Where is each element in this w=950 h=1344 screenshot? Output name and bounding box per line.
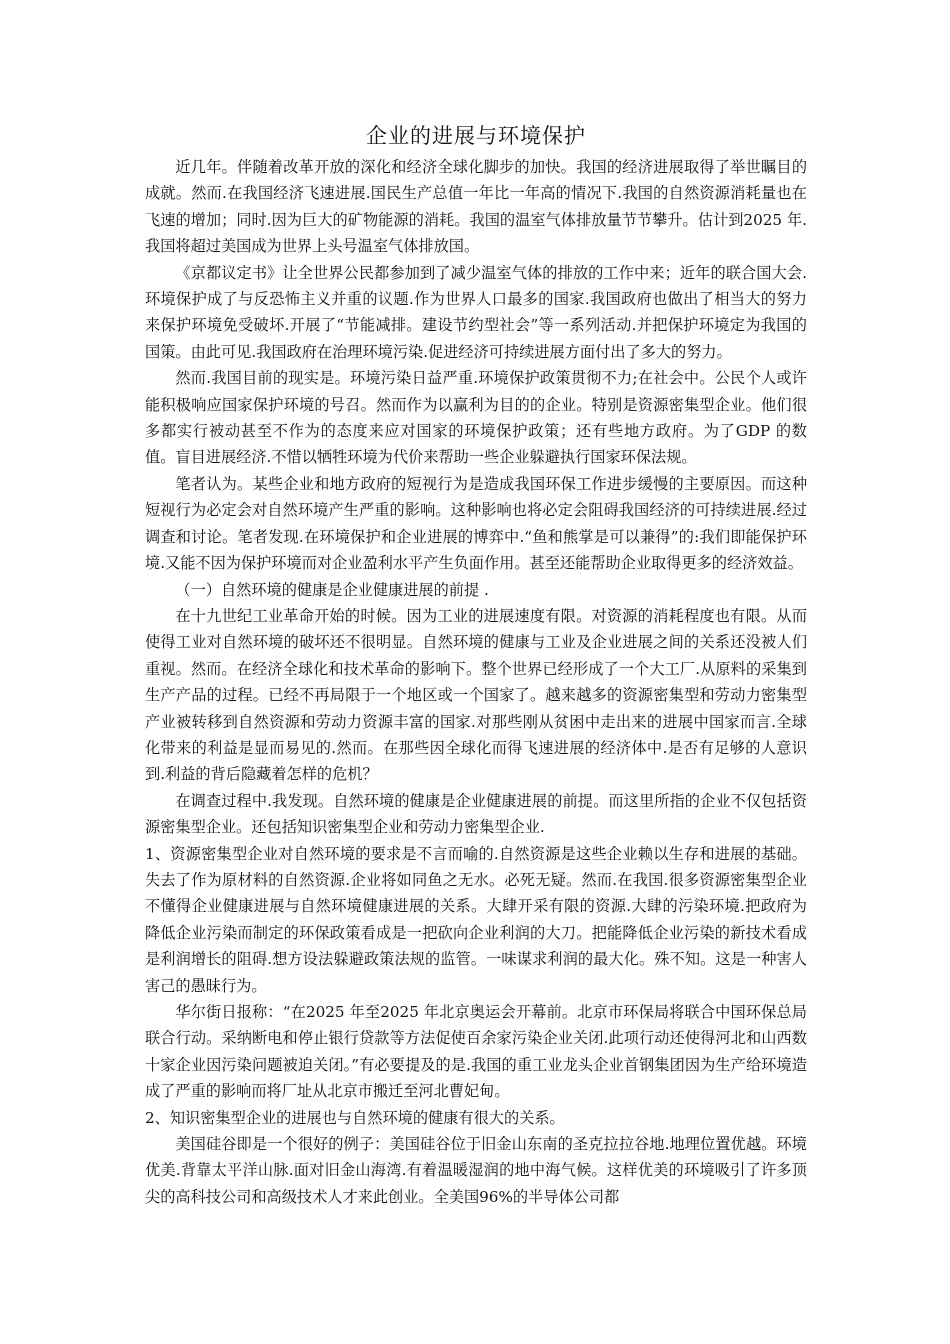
numbered-paragraph: 1、资源密集型企业对自然环境的要求是不言而喻的.自然资源是这些企业赖以生存和进展的基础。失去了作为原材料的自然资源.企业将如同鱼之无水。必死无疑。然而.在我国.很多资源密集型企业不懂得企业健康进展与自然环境健康进展的关系。大肆开采有限的资源.大肆的污染环境.把政府为降低企业污染而制定的环保政策看成是一把砍向企业利润的大刀。把能降低企业污染的新技术看成是利润增长的阻碍.想方设法躲避政策法规的监管。一味谋求利润的最大化。殊不知。这是一种害人害己的愚昧行为。 <box>145 844 807 995</box>
paragraph: 在调查过程中.我发现。自然环境的健康是企业健康进展的前提。而这里所指的企业不仅包括资源密集型企业。还包括知识密集型企业和劳动力密集型企业. <box>145 791 807 837</box>
section-heading: （一）自然环境的健康是企业健康进展的前提 . <box>175 580 489 599</box>
paragraph: 笔者认为。某些企业和地方政府的短视行为是造成我国环保工作进步缓慢的主要原因。而这种短视行为必定会对自然环境产生严重的影响。这种影响也将必定会阻碍我国经济的可持续进展.经过调查和讨论。笔者发现.在环境保护和企业进展的博弈中.“鱼和熊掌是可以兼得”的:我们即能保护环境.又能不因为保护环境而对企业盈利水平产生负面作用。甚至还能帮助企业取得更多的经济效益。 <box>145 474 807 573</box>
paragraph: 华尔街日报称：“在2025 年至2025 年北京奥运会开幕前。北京市环保局将联合中国环保总局联合行动。采纳断电和停止银行贷款等方法促使百余家污染企业关闭.此项行动还使得河北和山西数十家企业因污染问题被迫关闭。”有必要提及的是.我国的重工业龙头企业首钢集团因为生产给环境造成了严重的影响而将厂址从北京市搬迁至河北曹妃甸。 <box>145 1003 807 1101</box>
paragraph: 美国硅谷即是一个很好的例子：美国硅谷位于旧金山东南的圣克拉拉谷地.地理位置优越。环境优美.背靠太平洋山脉.面对旧金山海湾.有着温暖湿润的地中海气候。这样优美的环境吸引了许多顶尖的高科技公司和高级技术人才来此创业。全美国96%的半导体公司都 <box>145 1135 807 1206</box>
document-page <box>145 118 807 1210</box>
paragraph: 然而.我国目前的现实是。环境污染日益严重.环境保护政策贯彻不力;在社会中。公民个人或许能积极响应国家保护环境的号召。然而作为以赢利为目的的企业。特别是资源密集型企业。他们很多都实行被动甚至不作为的态度来应对国家的环境保护政策；还有些地方政府。为了GDP 的数值。盲目进展经济.不惜以牺牲环境为代价来帮助一些企业躲避执行国家环保法规。 <box>145 369 807 467</box>
paragraph: 近几年。伴随着改革开放的深化和经济全球化脚步的加快。我国的经济进展取得了举世瞩目的成就。然而.在我国经济飞速进展.国民生产总值一年比一年高的情况下.我国的自然资源消耗量也在飞速的增加；同时.因为巨大的矿物能源的消耗。我国的温室气体排放量节节攀升。估计到2025 年.我国将超过美国成为世界上头号温室气体排放国。 <box>145 158 807 256</box>
document-title: 企业的进展与环境保护 <box>366 124 586 148</box>
paragraph: 《京都议定书》让全世界公民都参加到了减少温室气体的排放的工作中来；近年的联合国大会.环境保护成了与反恐怖主义并重的议题.作为世界人口最多的国家.我国政府也做出了相当大的努力来保护环境免受破坏.开展了“节能减排。建设节约型社会”等一系列活动.并把保护环境定为我国的国策。由此可见.我国政府在治理环境污染.促进经济可持续进展方面付出了多大的努力。 <box>145 263 807 361</box>
paragraph: 在十九世纪工业革命开始的时候。因为工业的进展速度有限。对资源的消耗程度也有限。从而使得工业对自然环境的破坏还不很明显。自然环境的健康与工业及企业进展之间的关系还没被人们重视。然而。在经济全球化和技术革命的影响下。整个世界已经形成了一个大工厂.从原料的采集到生产产品的过程。已经不再局限于一个地区或一个国家了。越来越多的资源密集型和劳动力密集型产业被转移到自然资源和劳动力资源丰富的国家.对那些刚从贫困中走出来的进展中国家而言.全球化带来的利益是显而易见的.然而。在那些因全球化而得飞速进展的经济体中.是否有足够的人意识到.利益的背后隐藏着怎样的危机？ <box>145 606 807 784</box>
numbered-paragraph: 2、知识密集型企业的进展也与自然环境的健康有很大的关系。 <box>145 1108 565 1127</box>
